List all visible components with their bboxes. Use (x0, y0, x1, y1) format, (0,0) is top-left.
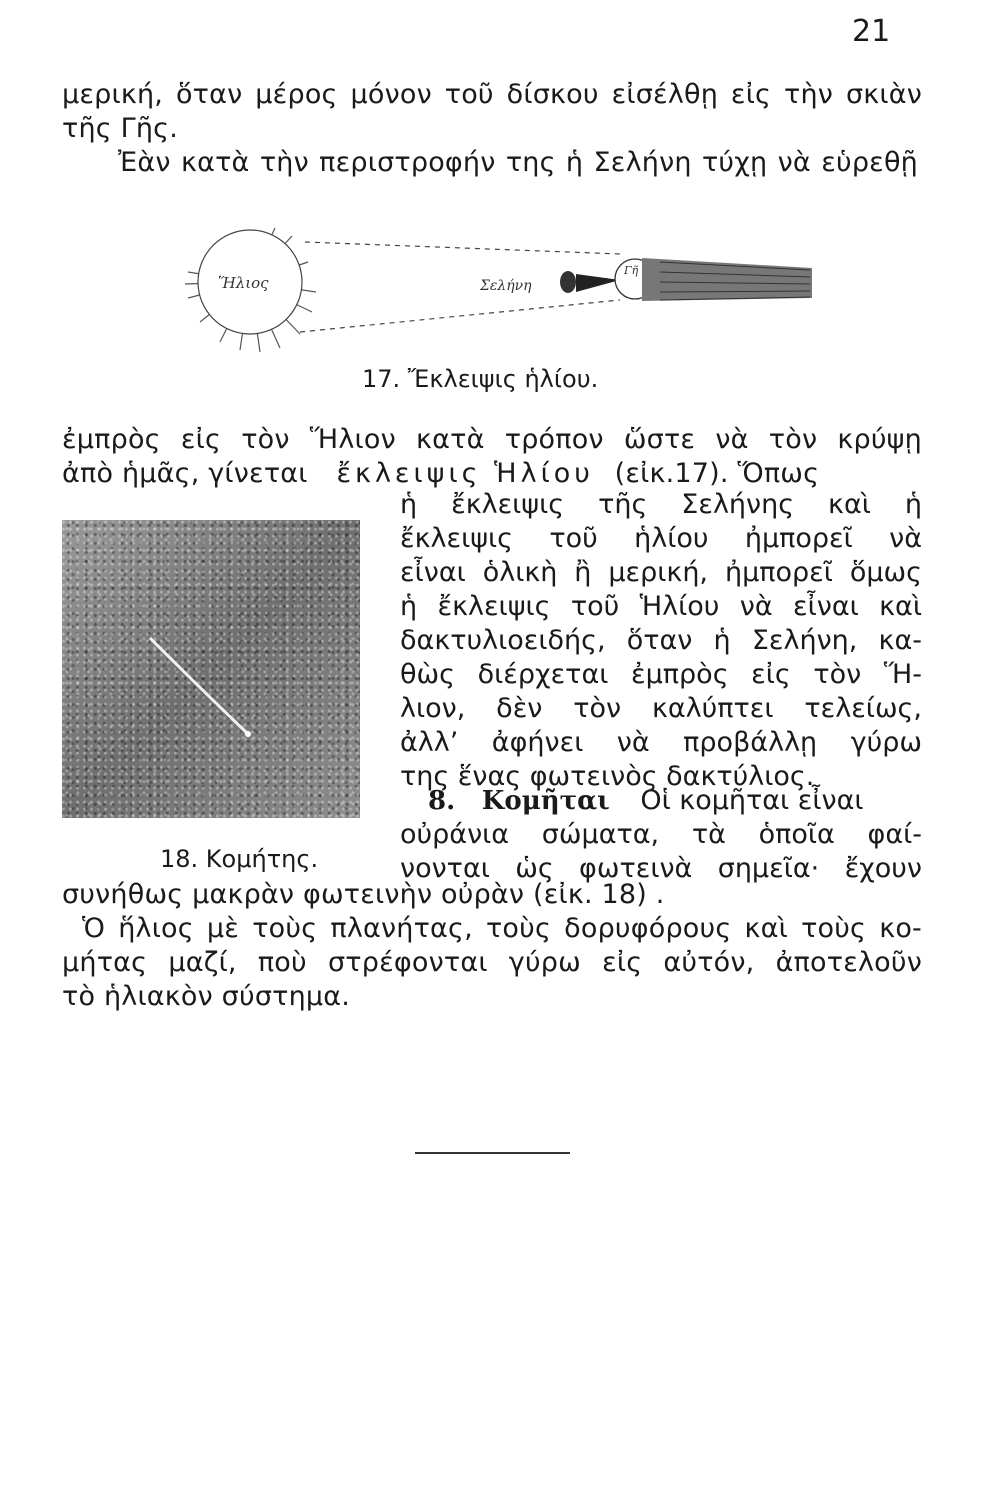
text-line: μήτας μαζί, ποὺ στρέφονται γύρω εἰς αὐτόν, ἀποτελοῦν (62, 947, 922, 978)
section-heading-line (428, 784, 922, 818)
text-line: ἡ ἔκλειψις τοῦ Ἡλίου νὰ εἶναι καὶ (400, 591, 922, 622)
page-number: 21 (852, 14, 891, 49)
text-line: Ὁ ἥλιος μὲ τοὺς πλανήτας, τοὺς δορυφόρους καὶ τοὺς κο- (82, 913, 922, 944)
text-line: νονται ὡς φωτεινὰ σημεῖα· ἔχουν (400, 853, 922, 884)
moon-shape (560, 271, 576, 293)
comet-head (245, 731, 251, 737)
light-ray-line (300, 300, 620, 332)
moon-label: Σελήνη (480, 278, 532, 294)
text-line (62, 457, 922, 491)
text-line: εἶναι ὁλικὴ ἢ μερική, ἠμπορεῖ ὅμως (400, 557, 922, 588)
text-line: συνήθως μακρὰν φωτεινὴν οὐρὰν (εἰκ. 18) . (62, 879, 665, 910)
text-line: τῆς Γῆς. (62, 113, 178, 144)
emphasized-term: ἔκλειψις Ἡλίου (336, 458, 594, 489)
text-line: ἔκλειψις τοῦ ἡλίου ἠμπορεῖ νὰ (400, 523, 922, 554)
text-line: ἡ ἔκλειψις τῆς Σελήνης καὶ ἡ (400, 489, 922, 520)
comet-tail (150, 638, 248, 734)
text-line: της ἕνας φωτεινὸς δακτύλιος. (400, 761, 815, 792)
earth-label: Γῆ (624, 264, 639, 277)
text-line: μερική, ὅταν μέρος μόνον τοῦ δίσκου εἰσέλθῃ εἰς τὴν σκιὰν (62, 79, 922, 110)
text-line: δακτυλιοειδής, ὅταν ἡ Σελήνη, κα- (400, 625, 922, 656)
text-line: ἀλλ’ ἀφήνει νὰ προβάλλῃ γύρω (400, 727, 922, 758)
sun-label: Ἥλιος (218, 274, 269, 292)
section-number: 8. (428, 786, 456, 816)
figure-caption-17: 17. Ἔκλειψις ἡλίου. (362, 365, 599, 393)
solar-eclipse-diagram (180, 222, 830, 362)
earth-shadow-cone (642, 258, 812, 301)
figure-caption-18: 18. Κομήτης. (160, 845, 319, 873)
moon-shadow-cone (576, 274, 620, 292)
text-line: λιον, δὲν τὸν καλύπτει τελείως, (400, 693, 922, 724)
light-ray-line (305, 242, 620, 254)
end-rule (415, 1152, 570, 1154)
text-segment: Οἱ κομῆται εἶναι (640, 785, 864, 816)
comet-photo (62, 520, 360, 818)
comet-tail-svg (62, 520, 360, 818)
text-segment: (εἰκ.17). Ὅπως (614, 458, 820, 489)
text-segment: ἀπὸ ἡμᾶς, γίνεται (62, 458, 308, 489)
text-line: θὼς διέρχεται ἐμπρὸς εἰς τὸν Ἥ- (400, 659, 922, 690)
text-line: οὐράνια σώματα, τὰ ὁποῖα φαί- (400, 819, 922, 850)
section-title: Κομῆται (481, 786, 610, 816)
text-line: Ἐὰν κατὰ τὴν περιστροφήν της ἡ Σελήνη τύχῃ νὰ εὑρεθῇ (118, 147, 918, 178)
text-line: ἐμπρὸς εἰς τὸν Ἥλιον κατὰ τρόπον ὥστε νὰ τὸν κρύψῃ (62, 424, 922, 455)
text-line: τὸ ἡλιακὸν σύστημα. (62, 981, 351, 1012)
